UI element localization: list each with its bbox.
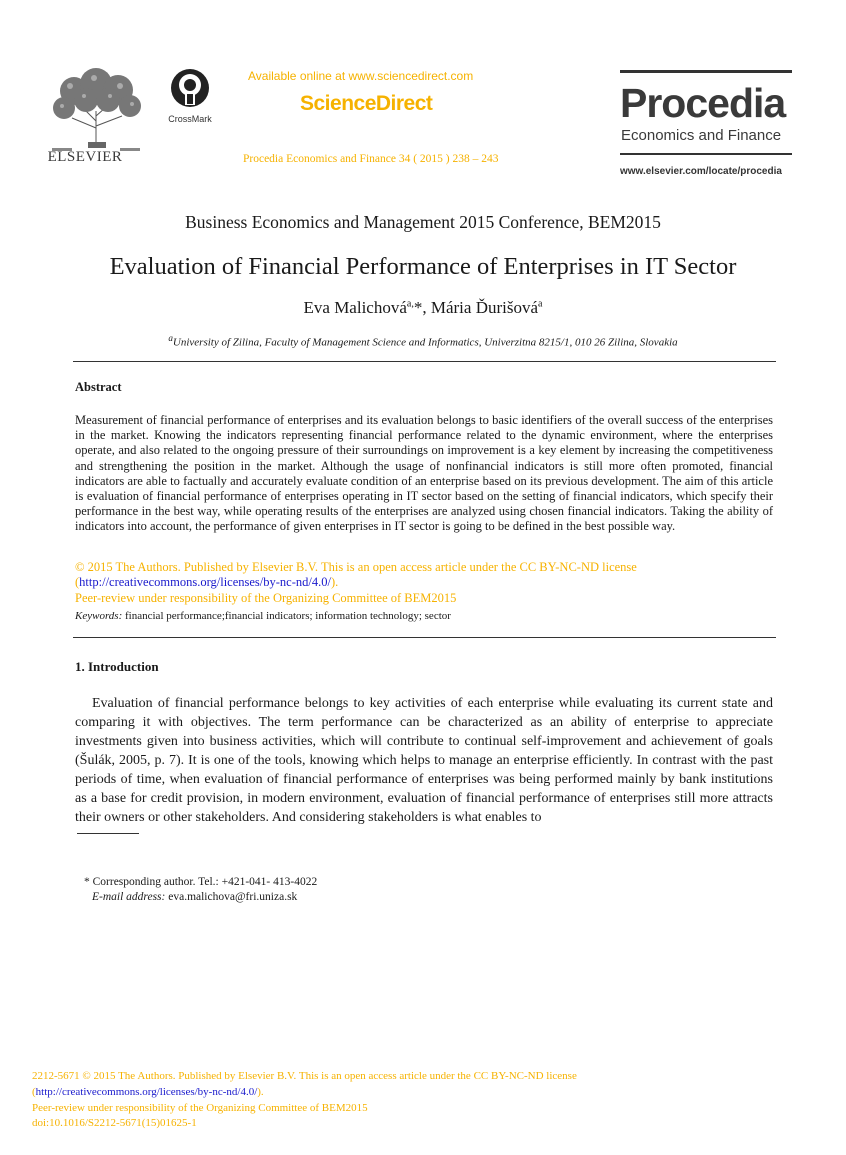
- footer-peer-review: Peer-review under responsibility of the Organizing Committee of BEM2015: [32, 1102, 368, 1114]
- keywords-list: financial performance;financial indicators; information technology; sector: [122, 610, 451, 622]
- crossmark-badge[interactable]: [162, 68, 218, 124]
- sciencedirect-logo: ScienceDirect: [300, 92, 433, 115]
- license-link[interactable]: http://creativecommons.org/licenses/by-nc-nd/4.0/: [79, 575, 331, 589]
- author-list: [0, 298, 846, 318]
- footnote-rule: [77, 833, 139, 834]
- abstract-body: Measurement of financial performance of enterprises and its evaluation belongs to basic identifiers of the overall success of the enterprises in the market. Knowing the indicators representing financial performance related to the dynamic environment, where the enterprises operate, and also related to the ongoing pressure of their surroundings on improvement is a key element by increasing the competitiveness and strengthening the position in the market. Although the usage of nonfinancial indicators is still more often promoted, financial indicators are able to factually and accurately evaluate condition of an enterprise based on its previous development. The aim of this article is evaluation of financial performance of enterprises operating in IT sector based on the setting of financial indicators, which specify their performance in the best way, while operating results of the enterprises are analyzed using chosen financial indicators. Taking the ability of indicators into account, the performance of given enterprises in IT sector is going to be defined in the best possible way.: [75, 413, 773, 534]
- abstract-copyright: © 2015 The Authors. Published by Elsevier B.V. This is an open access article under the CC BY-NC-ND license: [75, 560, 637, 574]
- journal-url[interactable]: www.elsevier.com/locate/procedia: [620, 166, 782, 177]
- section-divider: [73, 361, 776, 362]
- author-2: Mária Ďurišová: [430, 298, 539, 317]
- footnote-corresponding: * Corresponding author. Tel.: +421-041- 413-4022: [84, 876, 318, 888]
- email-address[interactable]: eva.malichova@fri.uniza.sk: [165, 891, 298, 903]
- abstract-peer-review: Peer-review under responsibility of the Organizing Committee of BEM2015: [75, 591, 457, 605]
- affiliation-text: University of Zilina, Faculty of Management Science and Informatics, Univerzitna 8215/1, 010 26 Zilina, Slovakia: [172, 336, 678, 349]
- footer-license: [32, 1085, 264, 1101]
- elsevier-wordmark: ELSEVIER: [47, 149, 123, 165]
- footer-issn: 2212-5671 © 2015 The Authors. Published by Elsevier B.V. This is an open access article under the CC BY-NC-ND license: [32, 1070, 577, 1082]
- footer-license-open: (: [32, 1086, 36, 1098]
- author-1-affil: a,: [406, 298, 414, 310]
- author-1-mark: *,: [413, 298, 431, 317]
- section-divider: [73, 637, 776, 638]
- journal-rule-top: [620, 70, 792, 73]
- introduction-body: Evaluation of financial performance belongs to key activities of each enterprise while evaluating its current state and comparing it with objectives. The term performance can be characterized as an ability of enterprise to appreciate investments given into business activities, which will contribute to continual self-improvement and achievement of goals (Šulák, 2005, p. 7). It is one of the tools, knowing which helps to manage an enterprise efficiently. In contrast with the past periods of time, when evaluation of financial performance of enterprises was being performed mainly by bank institutions as a base for credit provision, in modern environment, evaluation of financial performance of enterprises still more attracts their owners or other stakeholders. And considering stakeholders is what enables to: [75, 696, 773, 825]
- author-2-affil: a: [538, 298, 543, 310]
- author-1: Eva Malichová: [303, 298, 407, 317]
- affiliation-mark: a: [168, 333, 173, 343]
- abstract-heading: Abstract: [75, 380, 122, 394]
- paper-title: Evaluation of Financial Performance of Enterprises in IT Sector: [109, 253, 737, 280]
- journal-rule-bottom: [620, 153, 792, 155]
- keywords: [75, 610, 451, 622]
- footer-doi[interactable]: doi:10.1016/S2212-5671(15)01625-1: [32, 1117, 197, 1129]
- introduction-heading: 1. Introduction: [75, 659, 159, 674]
- journal-subtitle: Economics and Finance: [621, 127, 782, 144]
- affiliation: [0, 333, 846, 349]
- abstract-license: [75, 575, 338, 590]
- footer-license-close: ).: [257, 1086, 264, 1098]
- conference-name: Business Economics and Management 2015 Conference, BEM2015: [185, 212, 661, 232]
- license-open: (: [75, 575, 80, 589]
- keywords-label: Keywords:: [75, 610, 123, 622]
- email-label: E-mail address:: [92, 891, 166, 903]
- license-close: ).: [330, 575, 339, 589]
- crossmark-icon: [170, 68, 210, 108]
- footnote-email: [92, 891, 297, 903]
- available-online-link[interactable]: Available online at www.sciencedirect.com: [248, 69, 474, 83]
- journal-name: Procedia: [620, 80, 786, 126]
- journal-reference: Procedia Economics and Finance 34 ( 2015 ) 238 – 243: [243, 153, 499, 165]
- footer-license-link[interactable]: http://creativecommons.org/licenses/by-nc-nd/4.0/: [35, 1086, 258, 1098]
- crossmark-label: CrossMark: [168, 114, 212, 124]
